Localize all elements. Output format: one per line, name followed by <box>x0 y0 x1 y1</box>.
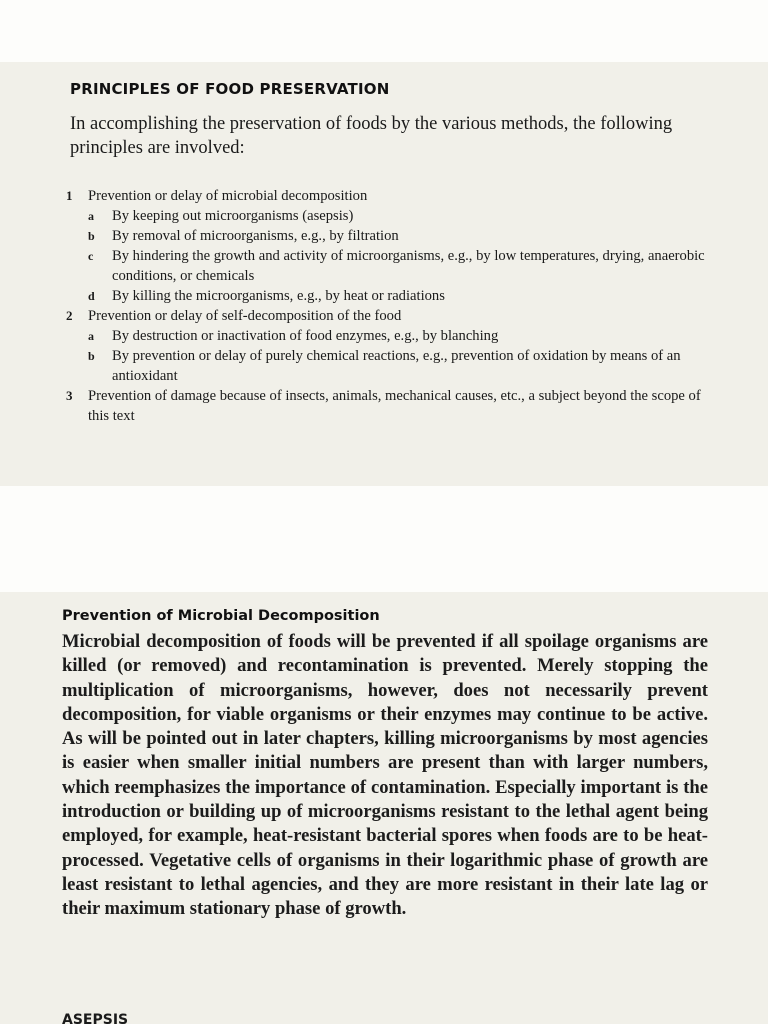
section-title: PRINCIPLES OF FOOD PRESERVATION <box>70 80 390 98</box>
body-paragraph: Microbial decomposition of foods will be prevented if all spoilage organisms are killed (or removed) and recontamination is prevented. Merely stopping the multiplication of microorganisms, however, does not necessarily prevent decomposition, for viable organisms or their enzymes may continue to be active. As will be pointed out in later chapters, killing microorganisms by most agencies is easier when smaller initial numbers are present than with larger numbers, which reemphasizes the importance of contamination. Especially important is the introduction or building up of microorganisms resistant to the lethal agent being employed, for example, heat-resistant bacterial spores when foods are to be heat-processed. Vegetative cells of organisms in their logarithmic phase of growth are least resistant to lethal agencies, and they are more resistant in their late lag or their maximum stationary phase of growth. <box>62 631 708 920</box>
sub-item-text: By removal of microorganisms, e.g., by filtration <box>112 228 399 244</box>
item-number: 1 <box>66 188 73 203</box>
sub-item-letter: a <box>88 329 94 343</box>
sub-item-letter: b <box>88 229 95 243</box>
sub-item-text: By destruction or inactivation of food enzymes, e.g., by blanching <box>112 328 499 344</box>
sub-item <box>66 226 716 246</box>
sub-item <box>66 206 716 226</box>
page-scan-bottom <box>0 592 768 1024</box>
list-item <box>66 306 716 326</box>
page-scan-top <box>0 62 768 486</box>
sub-item <box>66 326 716 346</box>
sub-item-text: By killing the microorganisms, e.g., by heat or radiations <box>112 288 445 304</box>
sub-item-letter: a <box>88 209 94 223</box>
item-number: 3 <box>66 388 73 403</box>
sub-item <box>66 286 716 306</box>
sub-item-letter: b <box>88 349 95 363</box>
sub-item-letter: d <box>88 289 95 303</box>
item-text: Prevention of damage because of insects, animals, mechanical causes, etc., a subject beyond the scope of this text <box>88 388 701 424</box>
item-text: Prevention or delay of self-decomposition of the food <box>88 308 402 324</box>
item-text: Prevention or delay of microbial decomposition <box>88 188 368 204</box>
list-item <box>66 386 716 426</box>
intro-paragraph: In accomplishing the preservation of foods by the various methods, the following principles are involved: <box>70 114 673 158</box>
sub-item-text: By keeping out microorganisms (asepsis) <box>112 208 354 224</box>
sub-item-text: By hindering the growth and activity of microorganisms, e.g., by low temperatures, drying, anaerobic conditions, or chemicals <box>112 248 705 284</box>
subsection-title: Prevention of Microbial Decomposition <box>62 608 380 624</box>
principles-list <box>66 186 716 426</box>
item-number: 2 <box>66 308 73 323</box>
list-item <box>66 186 716 206</box>
sub-item-letter: c <box>88 249 94 263</box>
sub-item-text: By prevention or delay of purely chemical reactions, e.g., prevention of oxidation by means of an antioxidant <box>112 348 681 384</box>
next-heading: ASEPSIS <box>62 1012 129 1024</box>
sub-item <box>66 346 716 386</box>
page-gap <box>0 486 768 592</box>
sub-item <box>66 246 716 286</box>
